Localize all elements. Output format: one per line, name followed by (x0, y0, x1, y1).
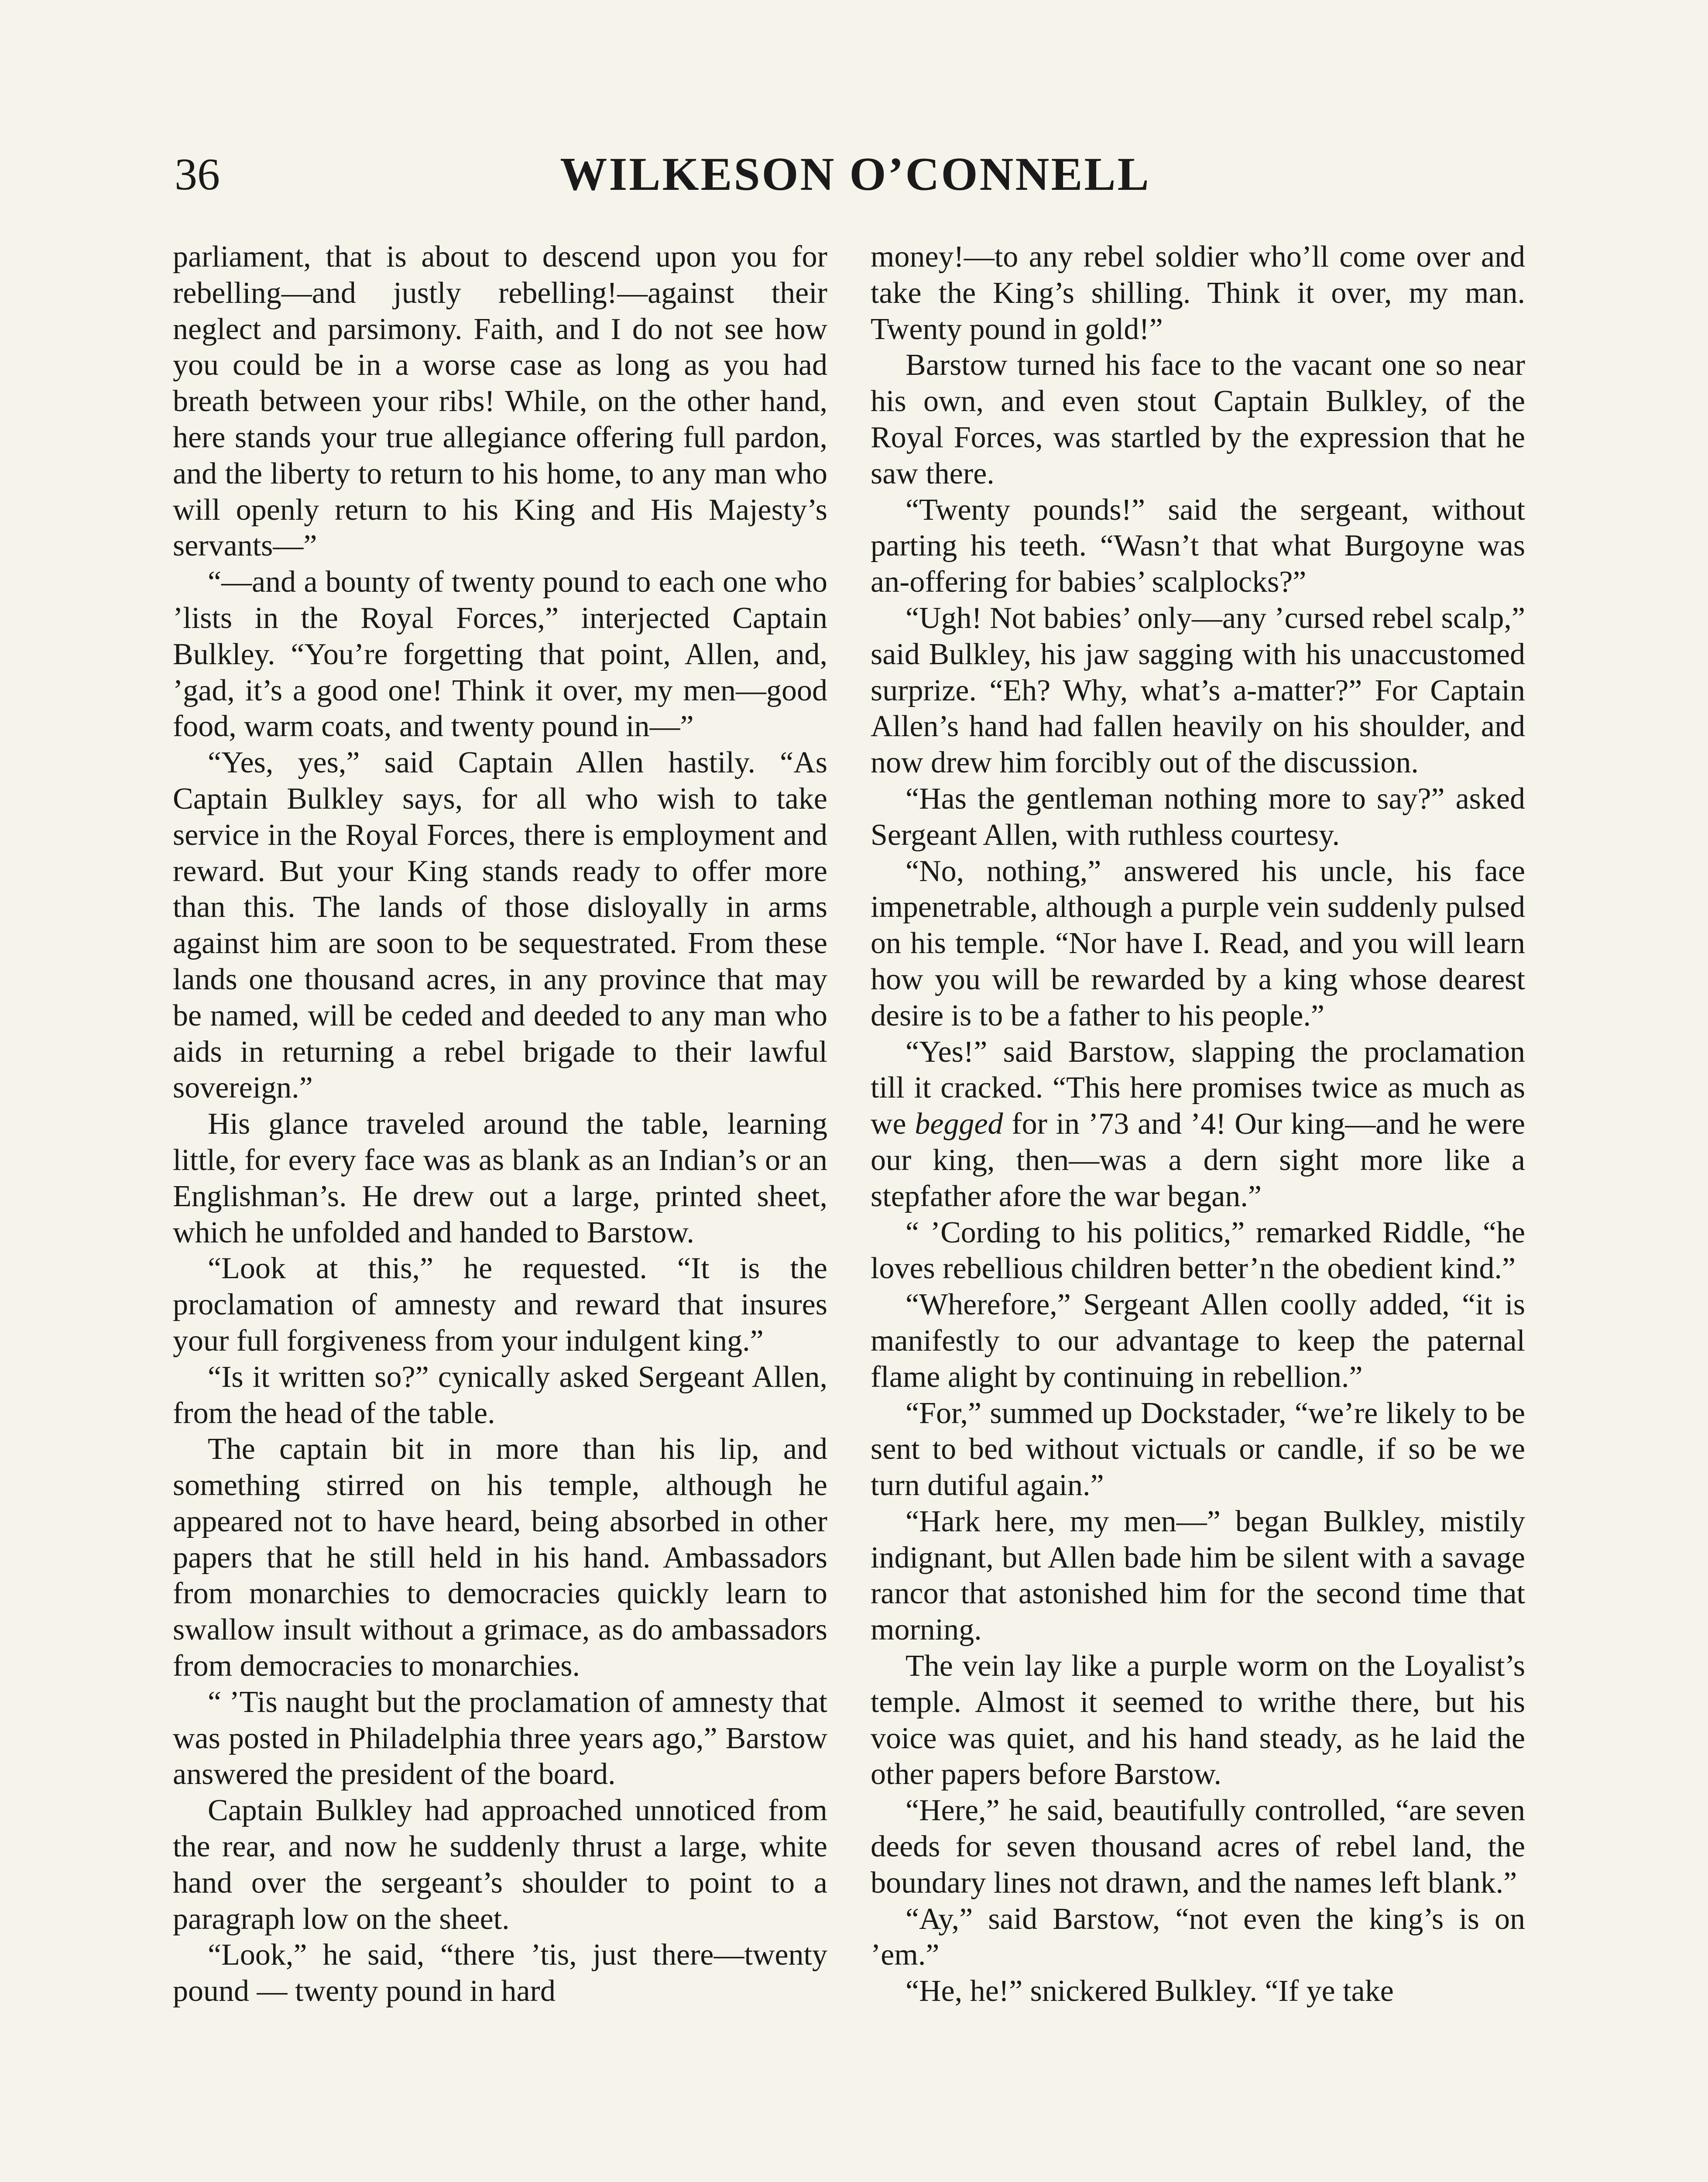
paragraph: “Look at this,” he requested. “It is the proclamation of amnesty and reward that insures your full forgiveness from your indulgent king.” (173, 1252, 827, 1358)
paragraph: The vein lay like a purple worm on the Loyalist’s temple. Almost it seemed to writhe there, but his voice was quiet, and his hand steady, as he laid the other papers before Barstow. (871, 1649, 1525, 1791)
paragraph: “He, he!” snickered Bulkley. “If ye take (905, 1974, 1394, 2008)
paragraph: Captain Bulkley had approached unnoticed from the rear, and now he suddenly thrust a large, white hand over the sergeant’s shoulder to point to a paragraph low on the sheet. (173, 1794, 827, 1936)
paragraph: “Yes, yes,” said Captain Allen hastily. “As Captain Bulkley says, for all who wish to take service in the Royal Forces, there is employment and reward. But your King stands ready to offer more than this. The lands of those disloyally in arms against him are soon to be sequestrated. From these lands one thousand acres, in any province that may be named, will be ceded and deeded to any man who aids in returning a rebel brigade to their lawful sovereign.” (173, 746, 827, 1105)
paragraph: “For,” summed up Dockstader, “we’re likely to be sent to bed without victuals or candle, if so be we turn dutiful again.” (871, 1396, 1525, 1503)
paragraph: “Has the gentleman nothing more to say?” asked Sergeant Allen, with ruthless courtesy. (871, 782, 1525, 852)
paragraph: “Hark here, my men—” began Bulkley, mistily indignant, but Allen bade him be silent with a savage rancor that astonished him for the second time that morning. (871, 1504, 1525, 1647)
paragraph: “Is it written so?” cynically asked Sergeant Allen, from the head of the table. (173, 1360, 827, 1430)
page-number: 36 (175, 149, 220, 199)
paragraph: His glance traveled around the table, learning little, for every face was as blank as an Indian’s or an Englishman’s. He drew out a large, printed sheet, which he unfolded and handed to Barstow. (173, 1107, 827, 1249)
paragraph: “Look,” he said, “there ’tis, just there—twenty pound — twenty pound in hard (173, 1938, 827, 2008)
paragraph: “Twenty pounds!” said the sergeant, without parting his teeth. “Wasn’t that what Burgoyne was an-offering for babies’ scalplocks?” (871, 493, 1525, 599)
paragraph: “—and a bounty of twenty pound to each one who ’lists in the Royal Forces,” interjected Captain Bulkley. “You’re forgetting that point, Allen, and, ’gad, it’s a good one! Think it over, my men—good food, warm coats, and twenty pound in—” (173, 565, 827, 744)
paragraph: “ ’Cording to his politics,” remarked Riddle, “he loves rebellious children better’n the obedient kind.” (871, 1215, 1525, 1286)
paragraph: money!—to any rebel soldier who’ll come over and take the King’s shilling. Think it over, my man. Twenty pound in gold!” (871, 240, 1525, 346)
paragraph: Barstow turned his face to the vacant one so near his own, and even stout Captain Bulkley, of the Royal Forces, was startled by the expression that he saw there. (871, 348, 1525, 491)
paragraph: “No, nothing,” answered his uncle, his face impenetrable, although a purple vein suddenly pulsed on his temple. “Nor have I. Read, and you will learn how you will be rewarded by a king whose dearest desire is to be a father to his people.” (871, 854, 1525, 1033)
running-title: WILKESON O’CONNELL (560, 148, 1151, 200)
paragraph: “Ay,” said Barstow, “not even the king’s is on ’em.” (871, 1902, 1525, 1972)
paragraph: “Yes!” said Barstow, slapping the proclamation till it cracked. “This here promises twice as much as we begged for in ’73 and ’4! Our king—and he were our king, then—was a dern sight more like a stepfather afore the war began.” (871, 1035, 1526, 1213)
paragraph: “ ’Tis naught but the proclamation of amnesty that was posted in Philadelphia three years ago,” Barstow answered the president of the board. (173, 1685, 827, 1791)
paragraph: The captain bit in more than his lip, and something stirred on his temple, although he appeared not to have heard, being absorbed in other papers that he still held in his hand. Ambassadors from monarchies to democracies quickly learn to swallow insult without a grimace, as do ambassadors from democracies to monarchies. (173, 1432, 827, 1683)
page-header (175, 144, 1536, 205)
paragraph: “Here,” he said, beautifully controlled, “are seven deeds for seven thousand acres of rebel land, the boundary lines not drawn, and the names left blank.” (871, 1794, 1525, 1900)
right-text-column (871, 239, 1525, 2010)
paragraph: “Wherefore,” Sergeant Allen coolly added, “it is manifestly to our advantage to keep the paternal flame alight by continuing in rebellion.” (871, 1288, 1525, 1394)
left-text-column (173, 239, 827, 2010)
paragraph: “Ugh! Not babies’ only—any ’cursed rebel scalp,” said Bulkley, his jaw sagging with his unaccustomed surprize. “Eh? Why, what’s a-matter?” For Captain Allen’s hand had fallen heavily on his shoulder, and now drew him forcibly out of the discussion. (871, 601, 1525, 780)
paragraph: parliament, that is about to descend upon you for rebelling—and justly rebelling!—against their neglect and parsimony. Faith, and I do not see how you could be in a worse case as long as you had breath between your ribs! While, on the other hand, here stands your true allegiance offering full pardon, and the liberty to return to his home, to any man who will openly return to his King and His Majesty’s servants—” (173, 240, 827, 563)
